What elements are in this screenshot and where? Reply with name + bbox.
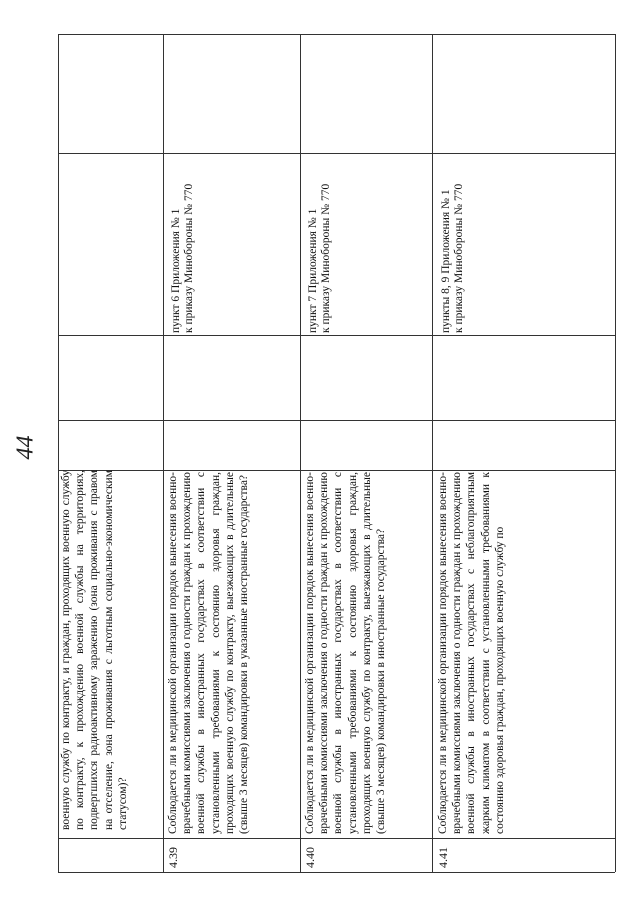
table-border-bottom xyxy=(58,872,615,873)
row-reference xyxy=(440,153,466,333)
row-divider xyxy=(300,34,301,872)
page-number: 44 xyxy=(12,435,39,460)
reference-line: к приказу Минобороны № 770 xyxy=(183,183,196,333)
column-divider xyxy=(58,153,615,154)
row-divider xyxy=(163,34,164,872)
column-divider xyxy=(58,420,615,421)
reference-line: к приказу Минобороны № 770 xyxy=(320,183,333,333)
column-divider xyxy=(58,838,615,839)
column-divider xyxy=(58,470,615,471)
reference-line: пункты 8, 9 Приложения № 1 xyxy=(440,189,452,333)
row-question: Соблюдается ли в медицинской организации порядок вынесения военно-врачебными комиссиями заключения о годности граждан к прохождению военной службы в иностранных государствах с неблагоприятным жарким климатом в соответствии с установленными требованиями к состоянию здоровья граждан, проходящих военную службу по xyxy=(437,472,506,834)
row-reference xyxy=(170,153,196,333)
reference-line: пункт 6 Приложения № 1 xyxy=(170,208,182,333)
reference-line: пункт 7 Приложения № 1 xyxy=(307,208,319,333)
row-reference xyxy=(307,153,333,333)
row-divider xyxy=(432,34,433,872)
row-question: Соблюдается ли в медицинской организации порядок вынесения военно-врачебными комиссиями заключения о годности граждан к прохождению военной службы в иностранных государствах в соответствии с установленными требованиями к состоянию здоровья граждан, проходящих военную службу по контракту, выезжающих в длительные (свыше 3 месяцев) командировки в иностранные государства? xyxy=(304,472,388,834)
column-divider xyxy=(58,335,615,336)
reference-line: к приказу Минобороны № 770 xyxy=(453,183,466,333)
row-number: 4.39 xyxy=(166,847,180,868)
row-number: 4.41 xyxy=(436,847,450,868)
row-question: Соблюдается ли в медицинской организации порядок вынесения военно-врачебными комиссиями заключения о годности граждан к прохождению военной службы в иностранных государствах в соответствии с установленными требованиями к состоянию здоровья граждан, проходящих военную службу по контракту, выезжающих в длительные (свыше 3 месяцев) командировки в указанные иностранные государства? xyxy=(167,472,251,834)
table-border-top xyxy=(58,34,615,35)
carryover-question: военную службу по контракту, и граждан, проходящих военную службу по контракту, к прохождению военной службы на территориях, подвергшихся радиоактивному заражению (зона проживания с правом на отселение, зона проживания с льготным социально-экономическим статусом)? xyxy=(60,470,129,830)
row-number: 4.40 xyxy=(303,847,317,868)
table-border-right xyxy=(615,34,616,872)
